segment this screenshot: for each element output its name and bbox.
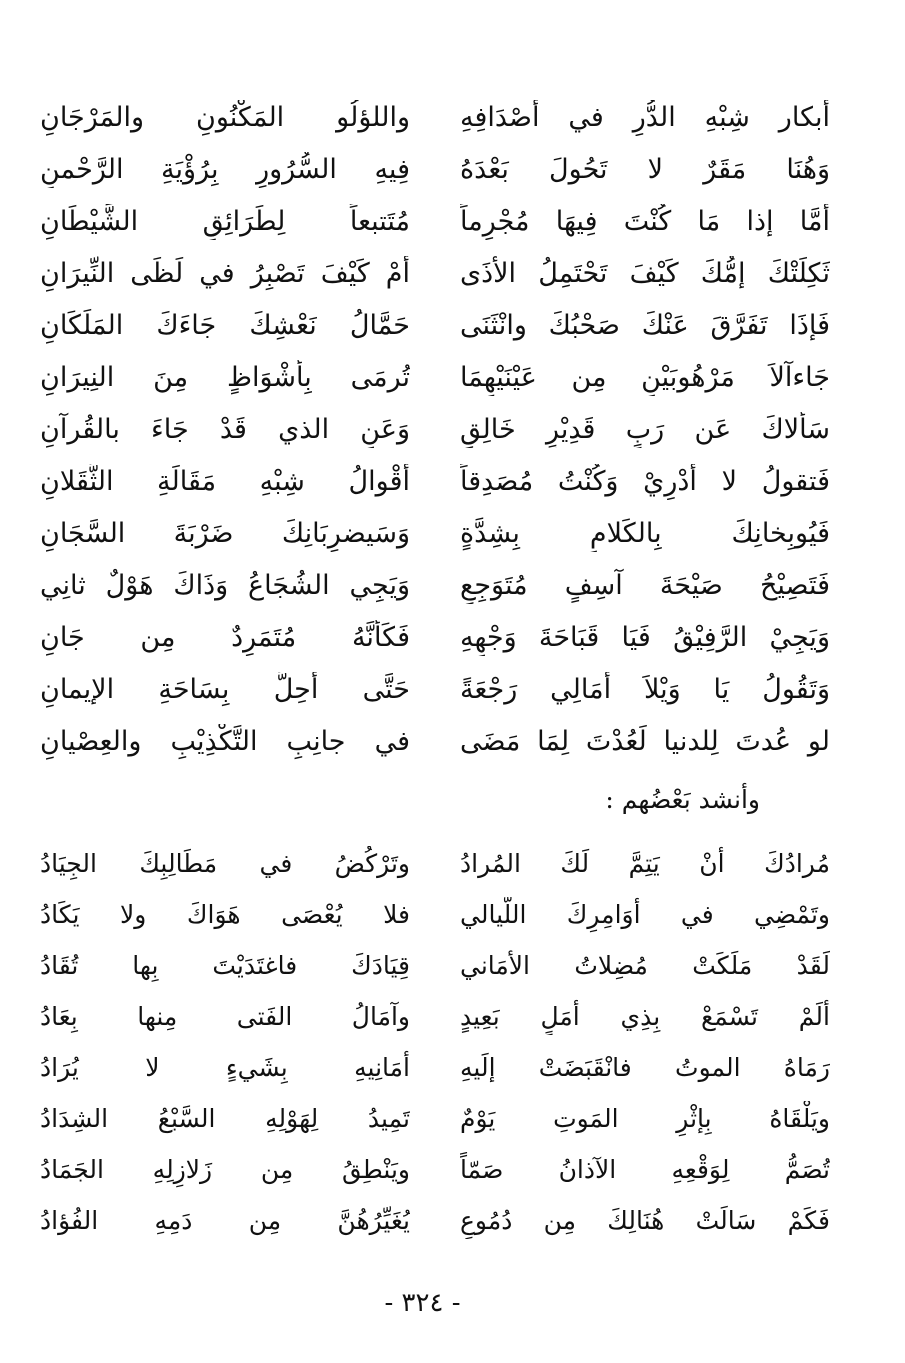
first-hemistich: وَهُنَا مَقَرٌ لا تَحُولَ بَعْدَهُ	[460, 154, 830, 185]
second-hemistich: تُرمَى بِأشْوَاظٍ مِنَ النِيرَانِ	[40, 362, 410, 393]
first-hemistich: ثَكِلَتْكَ إمُّكَ كَيْفَ تَحْتَمِلُ الأذَى	[460, 258, 830, 289]
verse-line	[40, 352, 830, 404]
first-hemistich: مُرادُكَ أنْ يَتِمَّ لَكَ المُرادُ	[460, 848, 830, 878]
first-hemistich: فَتَصِيْحُ صَيْحَةَ آسِفٍ مُتَوَجِعٍ	[460, 570, 830, 601]
first-hemistich: فَتقولُ لا أدْرِيْ وَكُنْتُ مُصَدِقاً	[460, 466, 830, 497]
second-hemistich: وَيَجِي الشُجَاعُ وَذَاكَ هَوْلٌ ثانِي	[40, 570, 410, 601]
verse-line	[40, 1195, 830, 1246]
first-hemistich: رَمَاهُ الموتُ فانْقَبَضَتْ إلَيهِ	[460, 1052, 830, 1082]
verse-line	[40, 940, 830, 991]
first-hemistich: ألَمْ تَسْمَعْ بِذِي أمَلٍ بَعِيدٍ	[460, 1001, 830, 1031]
second-hemistich: وتَرْكُضُ في مَطَالِبِكَ الجِيَادُ	[40, 848, 410, 878]
second-hemistich: قِيَادَكَ فاغتَدَيْتَ بِها تُقَادُ	[40, 950, 410, 980]
second-hemistich: حَمَّالُ نَعْشِكَ جَاءَكَ المَلَكَانِ	[40, 310, 410, 341]
second-hemistich: فَكَأنَّهُ مُتَمَرِدٌ مِن جَانِ	[40, 622, 410, 653]
second-hemistich: وَسَيضرِبَانِكَ ضَرْبَةَ السَّجَانِ	[40, 518, 410, 549]
first-hemistich: فَكَمْ سَالَتْ هُنَالِكَ مِن دُمُوعٍ	[460, 1205, 830, 1235]
verse-line	[40, 1093, 830, 1144]
verse-line	[40, 92, 830, 144]
verse-line	[40, 716, 830, 768]
verse-line	[40, 889, 830, 940]
second-hemistich: وآمَالُ الفَتى مِنها بِعَادُ	[40, 1001, 410, 1031]
verse-line	[40, 991, 830, 1042]
first-hemistich: جَاءآلاَ مَرْهُوبَيْنِ مِن عَيْنَيْهِمَا	[460, 362, 830, 393]
poem-stanza-2	[40, 838, 830, 1246]
poem-intro: وأنشد بَعْضُهم :	[605, 785, 760, 814]
second-hemistich: فِيهِ السُّرُورِ بِرُؤْيَةِ الرَّحْمنِ	[40, 154, 410, 185]
first-hemistich: فَإذَا تَفَرَّقَ عَنْكَ صَحْبُكَ وانْثَنَى	[460, 310, 830, 341]
page-number: - ٣٢٤ -	[384, 1288, 461, 1318]
verse-line	[40, 404, 830, 456]
verse-line	[40, 1042, 830, 1093]
poem-stanza-1	[40, 92, 830, 768]
second-hemistich: مُتَتبعاً لِطَرَائِقِ الشَّيْطَانِ	[40, 206, 410, 237]
verse-line	[40, 560, 830, 612]
second-hemistich: ويَنْطِقُ مِن زَلازِلِهِ الجَمَادُ	[40, 1154, 410, 1184]
second-hemistich: فلا يُعْصَى هَوَاكَ ولا يَكَادُ	[40, 899, 410, 929]
first-hemistich: وَيَجِيْ الرَّفِيْقُ فَيَا قَبَاحَةَ وَجْهِهِ	[460, 622, 830, 653]
verse-line	[40, 838, 830, 889]
second-hemistich: وَعَنِ الذي قَدْ جَاءَ بالقُرآنِ	[40, 414, 410, 445]
second-hemistich: واللؤلُو المَكْنُونِ والمَرْجَانِ	[40, 102, 410, 133]
second-hemistich: حَتَّى أحِلَّ بِسَاحَةِ الإيمانِ	[40, 674, 410, 705]
verse-line	[40, 664, 830, 716]
second-hemistich: أمْ كَيْفَ تَصْبِرُ في لَظَى النِّيرَانِ	[40, 258, 410, 289]
first-hemistich: سَألاكَ عَن رَبٍ قَدِيْرٍ خَالِقٍ	[460, 414, 830, 445]
first-hemistich: ويَلْقَاهُ بِإثْرِ المَوتِ يَوْمٌ	[460, 1103, 830, 1133]
first-hemistich: وَتَقُولُ يَا وَيْلاَ أمَالِي رَجْعَةً	[460, 674, 830, 705]
second-hemistich: يُغَيِّرُهُنَّ مِن دَمِهِ الفُؤادُ	[40, 1205, 410, 1235]
verse-line	[40, 1144, 830, 1195]
second-hemistich: أقْوالُ شِبْهِ مَقَالَةِ الثَّقَلانِ	[40, 466, 410, 497]
first-hemistich: لَقَدْ مَلَكَتْ مُضِلاتُ الأمَاني	[460, 950, 830, 980]
first-hemistich: فَيُوبِخانِكَ بِالكَلامِ بِشِدَّةٍ	[460, 518, 830, 549]
first-hemistich: تُصَمُّ لِوَقْعِهِ الآذانُ صَمّاً	[460, 1154, 830, 1184]
second-hemistich: أمَانِيهِ بِشَيءٍ لا يُرَادُ	[40, 1052, 410, 1082]
verse-line	[40, 508, 830, 560]
second-hemistich: في جانِبِ التَّكْذِيْبِ والعِصْيانِ	[40, 726, 410, 757]
verse-line	[40, 144, 830, 196]
second-hemistich: تَمِيدُ لِهَوْلِهِ السَّبْعُ الشِدَادُ	[40, 1103, 410, 1133]
first-hemistich: أبكار شِبْهِ الدُّرِ في أصْدَافِهِ	[460, 102, 830, 133]
verse-line	[40, 612, 830, 664]
first-hemistich: وتَمْضِي في أوَامِرِكَ اللَّيالي	[460, 899, 830, 929]
first-hemistich: لو عُدتَ لِلدنيا لَعُدْتَ لِمَا مَضَى	[460, 726, 830, 757]
first-hemistich: أمَّا إذا مَا كُنْتَ فِيهَا مُجْرِماً	[460, 206, 830, 237]
verse-line	[40, 248, 830, 300]
verse-line	[40, 456, 830, 508]
verse-line	[40, 300, 830, 352]
verse-line	[40, 196, 830, 248]
